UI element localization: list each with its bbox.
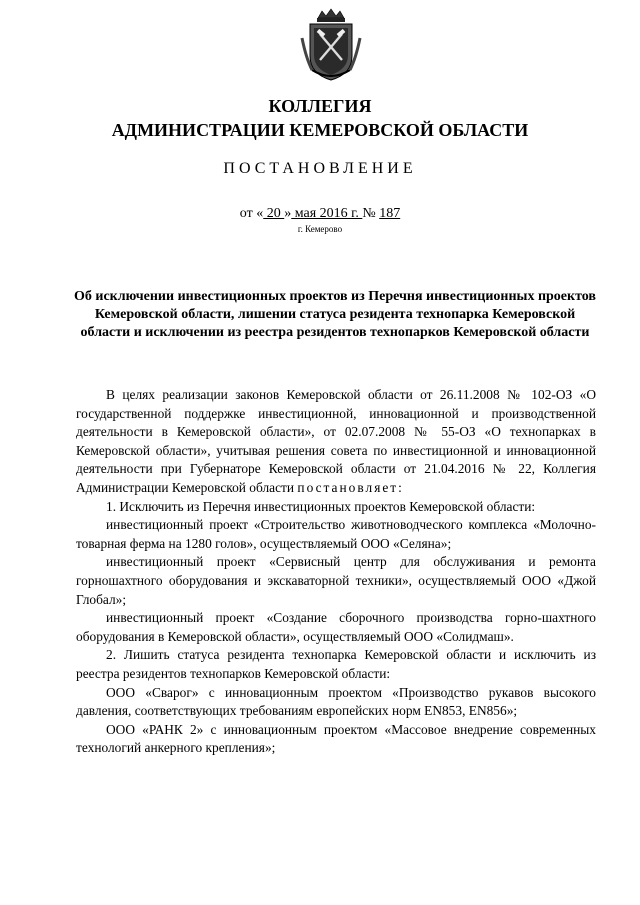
paragraph-resident-1: ООО «Сварог» с инновационным проектом «Производство рукавов высокого давления, соответствующих требованиям европейских норм EN853, EN856»; <box>76 684 596 719</box>
date-day: 20 <box>263 206 285 221</box>
paragraph-project-1: инвестиционный проект «Строительство животноводческого комплекса «Молочно-товарная ферма на 1280 голов», осуществляемый ООО «Селяна»; <box>76 517 596 551</box>
date-prefix: от « <box>239 206 264 221</box>
paragraph-item-1: 1. Исключить из Перечня инвестиционных проектов Кемеровской области: <box>106 498 536 514</box>
preamble-end: : <box>398 479 402 495</box>
paragraph-preamble <box>76 386 596 498</box>
document-title: Об исключении инвестиционных проектов из Перечня инвестиционных проектов Кемеровской области, лишении статуса резидента технопарка Кемеровской области и исключении из реестра резидентов технопарков Кемеровской области <box>74 289 596 340</box>
paragraph-project-2: инвестиционный проект «Сервисный центр для обслуживания и ремонта горношахтного оборудования и экскаваторной техники», осуществляемый ООО «Джой Глобал»; <box>76 554 596 607</box>
paragraph-item-2: 2. Лишить статуса резидента технопарка Кемеровской области и исключить из реестра резидентов технопарков Кемеровской области: <box>76 647 596 681</box>
city: г. Кемерово <box>297 224 343 234</box>
org-title-line1: КОЛЛЕГИЯ <box>268 96 372 116</box>
paragraph-project-3: инвестиционный проект «Создание сборочного производства горно-шахтного оборудования в Кемеровской области», осуществляемый ООО «Солидмаш». <box>76 610 596 644</box>
document-type: ПОСТАНОВЛЕНИЕ <box>223 160 417 177</box>
coat-of-arms-icon <box>300 8 362 84</box>
date-mid: » <box>284 206 292 221</box>
date-month-year: мая 2016 г. <box>291 206 363 221</box>
org-title-line2: АДМИНИСТРАЦИИ КЕМЕРОВСКОЙ ОБЛАСТИ <box>111 120 529 140</box>
date-line <box>0 206 640 222</box>
number-sign: № <box>362 206 380 221</box>
document-number: 187 <box>379 206 401 221</box>
paragraph-resident-2: ООО «РАНК 2» с инновационным проектом «Массовое внедрение современных технологий анкерного крепления»; <box>76 721 596 756</box>
preamble-emphasis: постановляет <box>297 479 399 495</box>
document-body <box>76 386 596 758</box>
preamble-text: В целях реализации законов Кемеровской области от 26.11.2008 № 102-ОЗ «О государственной поддержке инвестиционной, инновационной и производственной деятельности в Кемеровской области», от 02.07.2008 № 55-ОЗ «О технопарках в Кемеровской области», учитывая решения совета по инвестиционной и инновационной деятельности при Губернаторе Кемеровской области от 21.04.2016 № 22, Коллегия Администрации Кемеровской области <box>76 387 596 495</box>
